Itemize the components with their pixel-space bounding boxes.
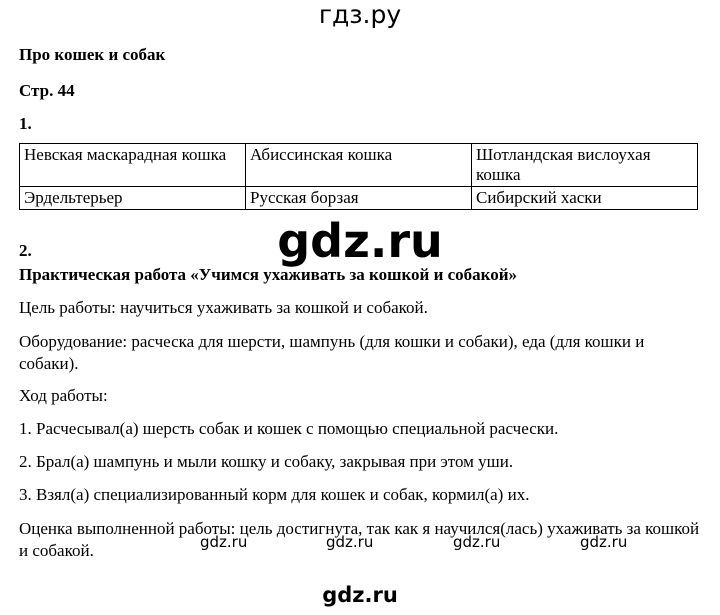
equipment-text: Оборудование: расческа для шерсти, шампунь (для кошки и собаки), еда (для кошки и собаки). xyxy=(19,332,645,373)
step-item: 1. Расчесывал(а) шерсть собак и кошек с помощью специальной расчески. xyxy=(19,419,559,438)
table-cell: Абиссинская кошка xyxy=(246,144,472,187)
step-item: 2. Брал(а) шампунь и мыли кошку и собаку, закрывая при этом уши. xyxy=(19,452,514,471)
doc-title: Про кошек и собак xyxy=(19,45,166,64)
table-row xyxy=(20,187,698,210)
page-number: Стр. 44 xyxy=(19,81,75,100)
task-2-label: 2. xyxy=(19,241,32,260)
table-cell: Сибирский хаски xyxy=(472,187,698,210)
footer-watermark: gdz.ru xyxy=(322,583,398,607)
watermark-small: gdz.ru xyxy=(326,533,374,551)
table-row xyxy=(20,144,698,187)
evaluation-text: Оценка выполненной работы: цель достигнута, так как я научился(лась) ухаживать за кошкой и собакой. xyxy=(19,519,700,560)
practical-title: Практическая работа «Учимся ухаживать за кошкой и собакой» xyxy=(19,265,518,284)
watermark-large: gdz.ru xyxy=(277,214,443,268)
table-cell: Невская маскарадная кошка xyxy=(20,144,246,187)
breeds-table xyxy=(19,143,698,210)
watermark-small: gdz.ru xyxy=(200,533,248,551)
goal-text: Цель работы: научиться ухаживать за кошкой и собакой. xyxy=(19,298,428,317)
watermark-small: gdz.ru xyxy=(580,533,628,551)
watermark-small: gdz.ru xyxy=(453,533,501,551)
site-header-logo[interactable]: гдз.ру xyxy=(318,0,402,29)
table-cell: Русская борзая xyxy=(246,187,472,210)
step-item: 3. Взял(а) специализированный корм для кошек и собак, кормил(а) их. xyxy=(19,485,530,504)
progress-label: Ход работы: xyxy=(19,386,108,405)
task-1-label: 1. xyxy=(19,114,32,133)
table-cell: Эрдельтерьер xyxy=(20,187,246,210)
table-cell: Шотландская вислоухая кошка xyxy=(472,144,698,187)
